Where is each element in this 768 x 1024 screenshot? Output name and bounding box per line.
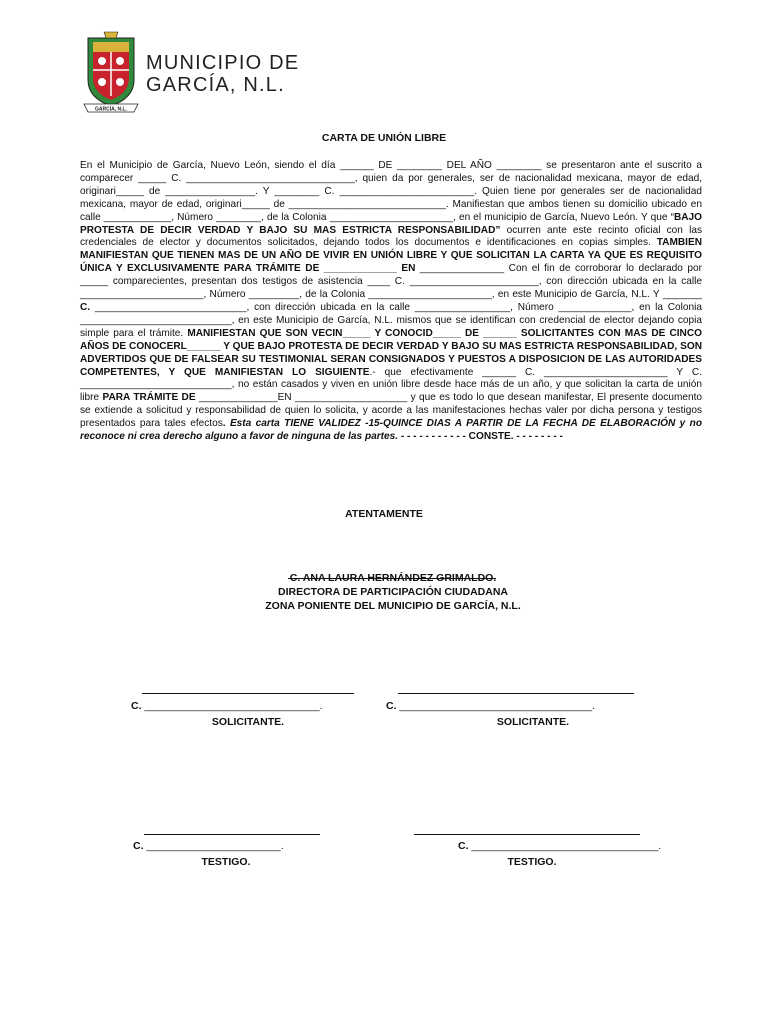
body-text-3: _______________ Con el fin de corroborar lo declarado por _____ comparecientes, presentan dos testigos de asistencia ____ C. _______________________, con dirección ubicada en la calle ______________________, Número _________, de la Colonia ______________________, en este Municipio de García, N.L. Y _______ [80, 263, 702, 301]
name-blank: _______________________. [143, 840, 284, 852]
document-title: CARTA DE UNIÓN LIBRE [321, 132, 447, 144]
solicitante-left-name-field [131, 700, 323, 712]
c-prefix: C. [131, 700, 142, 712]
body-bold-4: MANIFIESTAN QUE SON VECIN_____ Y CONOCID_____ DE ______ SOLICITANTES CON MAS DE CINCO AÑOS DE CONOCERL______ Y QUE BAJO PROTESTA DE DECIR VERDAD Y BAJO SU MAS ESTRICTA RESPONSABILIDAD, SON ADVERTIDOS QUE DE FALSEAR SU TESTIMONIAL SERAN CONSIGNADOS Y PUESTOS A DISPOSICION DE LAS AUTORIDADES COMPETENTES, Y QUE MANIFIESTAN LO SIGUIENTE [80, 327, 702, 378]
name-blank: ________________________________. [468, 840, 662, 852]
director-name: C. ANA LAURA HERNÁNDEZ GRIMALDO. [289, 572, 497, 584]
testigo-right-label: TESTIGO. [507, 856, 557, 868]
testigo-left-label: TESTIGO. [201, 856, 251, 868]
c-prefix: C. [386, 700, 397, 712]
testigo-right-name-field [458, 840, 661, 852]
municipality-line1: MUNICIPIO DE [146, 52, 300, 74]
solicitante-right-name-field [386, 700, 595, 712]
testigo-left-signature-line [144, 834, 320, 835]
body-bold-2: TAMBIEN MANIFIESTAN QUE TIENEN MAS DE UN AÑO DE VIVIR EN UNIÓN LIBRE Y QUE SOLICITAN LA CARTA YA QUE ES REQUISITO ÚNICA Y EXCLUSIVAMENTE PARA TRÁMITE DE _____________ EN [80, 237, 702, 275]
body-text-1: En el Municipio de García, Nuevo León, siendo el día ______ DE ________ DEL AÑO ________ se presentaron ante el suscrito a comparecer _____ C. ______________________________, quien da por generales, ser de nacionalidad mexicana, mayor de edad, originari_____ de ________________. Y ________ C. ________________________. Quien tiene por generales ser de nacionalidad mexicana, mayor de edad, originari_____ de ____________________________. Manifiestan que ambos tienen su domicilio ubicado en calle ____________, Número ________, de la Colonia ______________________, en el municipio de García, Nuevo León. Y que “ [80, 160, 702, 223]
c-prefix: C. [133, 840, 144, 852]
solicitante-left-label: SOLICITANTE. [211, 716, 285, 728]
body-bold-6: . [222, 418, 230, 430]
municipality-line2: GARCÍA, N.L. [146, 74, 285, 96]
body-text-4: ___________________________, con dirección ubicada en la calle _________________, Número _____________, en la Colonia ___________________________, en este Municipio de García, N.L. mismos que se identifican con credencial de elector dejando copia simple para el trámite. [80, 301, 702, 339]
director-zone: ZONA PONIENTE DEL MUNICIPIO DE GARCÍA, N.L. [265, 600, 521, 612]
solicitante-right-signature-line [398, 693, 634, 694]
body-text-6: ______________EN ____________________ y que es todo lo que desean manifestar, El presente documento se extiende a solicitud y responsabilidad de quien lo solicita, y acorde a las manifestaciones hechas valer por dicha persona y testigos presentados para tales efectos [80, 392, 702, 430]
name-blank: ______________________________. [141, 700, 323, 712]
body-text-2: ocurren ante este recinto oficial con las credenciales de elector y documentos solicitados, dejando todos los documentos e identificaciones en copias simples. [80, 224, 702, 249]
c-prefix: C. [458, 840, 469, 852]
director-role: DIRECTORA DE PARTICIPACIÓN CIUDADANA [277, 586, 509, 598]
body-text-5: .- que efectivamente ______ C. ______________________ Y C. ___________________________, no están casados y viven en unión libre desde hace más de un año, y que solicitan la carta de unión libre [80, 366, 703, 404]
municipal-crest-icon [80, 30, 142, 116]
director-block [0, 571, 768, 613]
validity-note: Esta carta TIENE VALIDEZ -15-QUINCE DIAS A PARTIR DE LA FECHA DE ELABORACIÓN y no reconoce ni crea derecho alguno a favor de ninguna de las partes. [80, 418, 702, 443]
conste-line: - - - - - - - - - - - CONSTE. - - - - - - - - [398, 431, 563, 443]
body-bold-5: PARA TRÁMITE DE [102, 392, 196, 404]
body-bold-1: BAJO PROTESTA DE DECIR VERDAD Y BAJO SU MAS ESTRICTA RESPONSABILIDAD” [80, 211, 702, 236]
body-bold-3: C. [80, 301, 91, 313]
closing-text: ATENTAMENTE [345, 508, 423, 520]
document-body [80, 160, 702, 444]
solicitante-left-signature-line [142, 693, 354, 694]
name-blank: _________________________________. [396, 700, 596, 712]
municipality-name [146, 52, 299, 96]
solicitante-right-label: SOLICITANTE. [496, 716, 570, 728]
testigo-right-signature-line [414, 834, 640, 835]
testigo-left-name-field [133, 840, 284, 852]
crest-lettering: GARCÍA, N.L. [95, 106, 127, 113]
